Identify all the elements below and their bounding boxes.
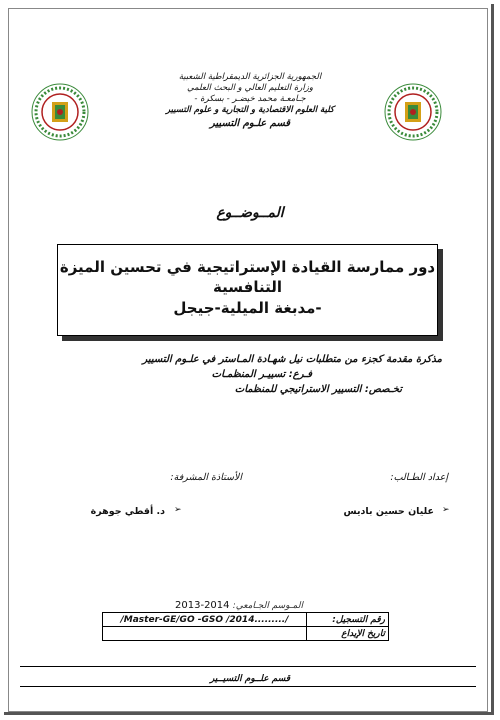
university-logo-right [383,82,443,142]
bullet-arrow-icon: ➢ [442,505,450,515]
university-emblem-icon [30,82,90,142]
supervisor-label: الأستاذة المشرفة: [170,472,242,483]
thesis-title-line3: -مدبغة الميلية-جيجل [173,299,322,317]
university-emblem-icon [383,82,443,142]
republic-line: الجمهورية الجزائرية الديمقراطية الشعبية [178,72,322,82]
thesis-title-line1: دور ممارسة القيادة الإستراتيجية في تحسين الميزة [59,258,436,276]
footer-department: قسم علــوم التسيــير [209,674,291,684]
memo-description [62,352,442,397]
student-label: إعداد الطـالب: [390,472,448,483]
subject-label: المــوضــوع [216,205,284,221]
ministry-line: وزارة التعليم العالي و البحث العلمي [187,83,313,93]
deposit-date-label: تاريخ الإيداع [307,627,389,641]
faculty-line: كلية العلوم الاقتصادية و التجارية و علوم التسيير [165,105,334,115]
deposit-date-value [103,627,307,641]
university-line: جـامعـة محمد خيضـر - بسكرة - [194,94,306,104]
footer-divider-bottom [20,686,476,687]
thesis-title-box [57,244,438,336]
memo-branch: فـرع: تسييـر المنظمـات [211,369,312,380]
registration-number-label: رقم التسجيل: [307,613,389,627]
season-label: المـوسم الجـامعي: [232,601,303,611]
student-name: عليان حسين باديس [343,506,434,517]
memo-line1: مذكرة مقدمة كجزء من متطلبات نيل شهـادة المـاستر في علـوم التسيير [142,354,442,365]
registration-table [102,612,389,641]
table-row [103,627,389,641]
table-row [103,613,389,627]
institution-header [150,72,350,129]
bullet-arrow-icon: ➢ [174,505,182,515]
memo-specialty: تخـصص: التسيير الاستراتيجي للمنظمات [234,384,402,395]
thesis-title-line2: التنافسية [213,278,282,296]
academic-season [175,600,303,611]
season-value: 2014-2013 [175,600,230,611]
registration-number-value: /Master-GE/GO -GSO /2014........./ [103,613,307,627]
supervisor-name: د. أقطي جوهرة [90,506,165,517]
university-logo-left [30,82,90,142]
footer-divider [20,666,476,667]
department-line: قسم علـوم التسيير [209,118,291,129]
